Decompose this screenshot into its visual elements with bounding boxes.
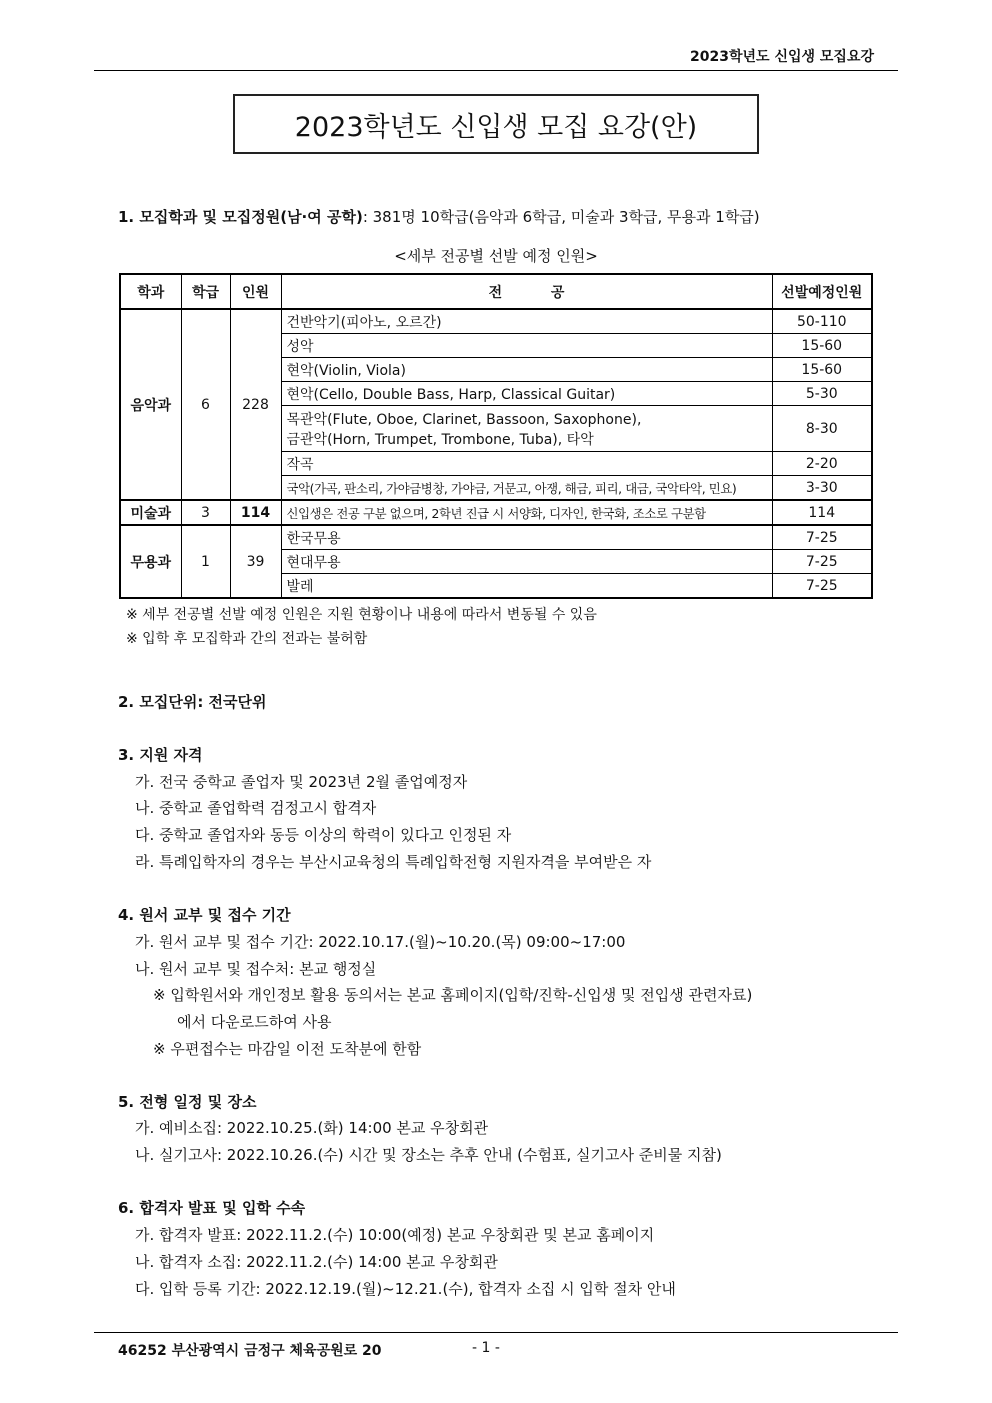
list-item: 라. 특례입학자의 경우는 부산시교육청의 특례입학전형 지원자격을 부여받은 자 [135,853,652,871]
quota-cell: 50-110 [772,309,872,334]
quota-cell: 7-25 [772,550,872,574]
list-item: 나. 합격자 소집: 2022.11.2.(수) 14:00 본교 우창회관 [135,1253,498,1271]
list-item: 나. 중학교 졸업학력 검정고시 합격자 [135,799,377,817]
classes-cell: 1 [181,525,230,598]
document-title: 2023학년도 신입생 모집 요강(안) [233,94,759,154]
table-header-row [120,274,872,309]
classes-cell: 3 [181,500,230,525]
dept-cell: 무용과 [120,525,181,598]
count-cell: 228 [230,309,281,500]
quota-cell: 5-30 [772,382,872,406]
list-item: 다. 중학교 졸업자와 동등 이상의 학력이 있다고 인정된 자 [135,826,512,844]
quota-cell: 15-60 [772,358,872,382]
quota-cell: 7-25 [772,525,872,550]
footer-rule [94,1332,898,1333]
major-cell: 현악(Violin, Viola) [281,358,772,382]
col-header-count: 인원 [230,274,281,309]
quota-cell: 2-20 [772,452,872,476]
major-cell: 국악(가곡, 판소리, 가야금병창, 가야금, 거문고, 아쟁, 해금, 피리, 대금, 국악타악, 민요) [281,476,772,501]
list-item: 다. 입학 등록 기간: 2022.12.19.(월)~12.21.(수), 합격자 소집 시 입학 절차 안내 [135,1280,676,1298]
section-6-heading: 6. 합격자 발표 및 입학 수속 [118,1199,306,1217]
quota-cell: 114 [772,500,872,525]
quota-cell: 15-60 [772,334,872,358]
header-rule [94,70,898,71]
major-cell: 현대무용 [281,550,772,574]
major-cell: 신입생은 전공 구분 없으며, 2학년 진급 시 서양화, 디자인, 한국화, 조소로 구분함 [281,500,772,525]
footer-address: 46252 부산광역시 금정구 체육공원로 20 [118,1343,382,1359]
section-note: ※ 우편접수는 마감일 이전 도착분에 한함 [153,1040,422,1058]
section-note: 에서 다운로드하여 사용 [177,1013,332,1031]
major-cell: 현악(Cello, Double Bass, Harp, Classical Guitar) [281,382,772,406]
major-cell: 성악 [281,334,772,358]
quota-cell: 7-25 [772,574,872,599]
major-cell: 발레 [281,574,772,599]
table-note: ※ 세부 전공별 선발 예정 인원은 지원 현황이나 내용에 따라서 변동될 수 있음 [126,607,597,623]
section-2-heading: 2. 모집단위: 전국단위 [118,693,267,711]
dept-cell: 음악과 [120,309,181,500]
col-header-dept: 학과 [120,274,181,309]
section-4-heading: 4. 원서 교부 및 접수 기간 [118,906,291,924]
major-cell: 목관악(Flute, Oboe, Clarinet, Bassoon, Saxophone), 금관악(Horn, Trumpet, Trombone, Tuba), 타악 [281,406,772,452]
count-cell: 39 [230,525,281,598]
major-cell: 건반악기(피아노, 오르간) [281,309,772,334]
col-header-quota: 선발예정인원 [772,274,872,309]
section-3-heading: 3. 지원 자격 [118,746,203,764]
table-row [120,500,872,525]
page-number: - 1 - [472,1340,500,1356]
list-item: 가. 예비소집: 2022.10.25.(화) 14:00 본교 우창회관 [135,1119,489,1137]
table-caption: <세부 전공별 선발 예정 인원> [394,247,598,265]
section-1-heading: 1. 모집학과 및 모집정원(남·여 공학): 381명 10학급(음악과 6학급, 미술과 3학급, 무용과 1학급) [118,208,760,226]
dept-cell: 미술과 [120,500,181,525]
table-note: ※ 입학 후 모집학과 간의 전과는 불허함 [126,631,368,647]
col-header-classes: 학급 [181,274,230,309]
quota-cell: 8-30 [772,406,872,452]
list-item: 가. 원서 교부 및 접수 기간: 2022.10.17.(월)~10.20.(목) 09:00~17:00 [135,933,626,951]
section-5-heading: 5. 전형 일정 및 장소 [118,1093,257,1111]
quota-cell: 3-30 [772,476,872,501]
list-item: 나. 원서 교부 및 접수처: 본교 행정실 [135,960,377,978]
major-cell: 한국무용 [281,525,772,550]
major-cell: 작곡 [281,452,772,476]
section-note: ※ 입학원서와 개인정보 활용 동의서는 본교 홈페이지(입학/진학-신입생 및 전입생 관련자료) [153,986,753,1004]
table-row [120,525,872,550]
list-item: 가. 전국 중학교 졸업자 및 2023년 2월 졸업예정자 [135,773,468,791]
list-item: 나. 실기고사: 2022.10.26.(수) 시간 및 장소는 추후 안내 (수험표, 실기고사 준비물 지참) [135,1146,722,1164]
header-title: 2023학년도 신입생 모집요강 [690,49,874,65]
major-quota-table [119,273,873,599]
count-cell: 114 [230,500,281,525]
list-item: 가. 합격자 발표: 2022.11.2.(수) 10:00(예정) 본교 우창회관 및 본교 홈페이지 [135,1226,655,1244]
col-header-major: 전 공 [281,274,772,309]
classes-cell: 6 [181,309,230,500]
table-row [120,309,872,334]
